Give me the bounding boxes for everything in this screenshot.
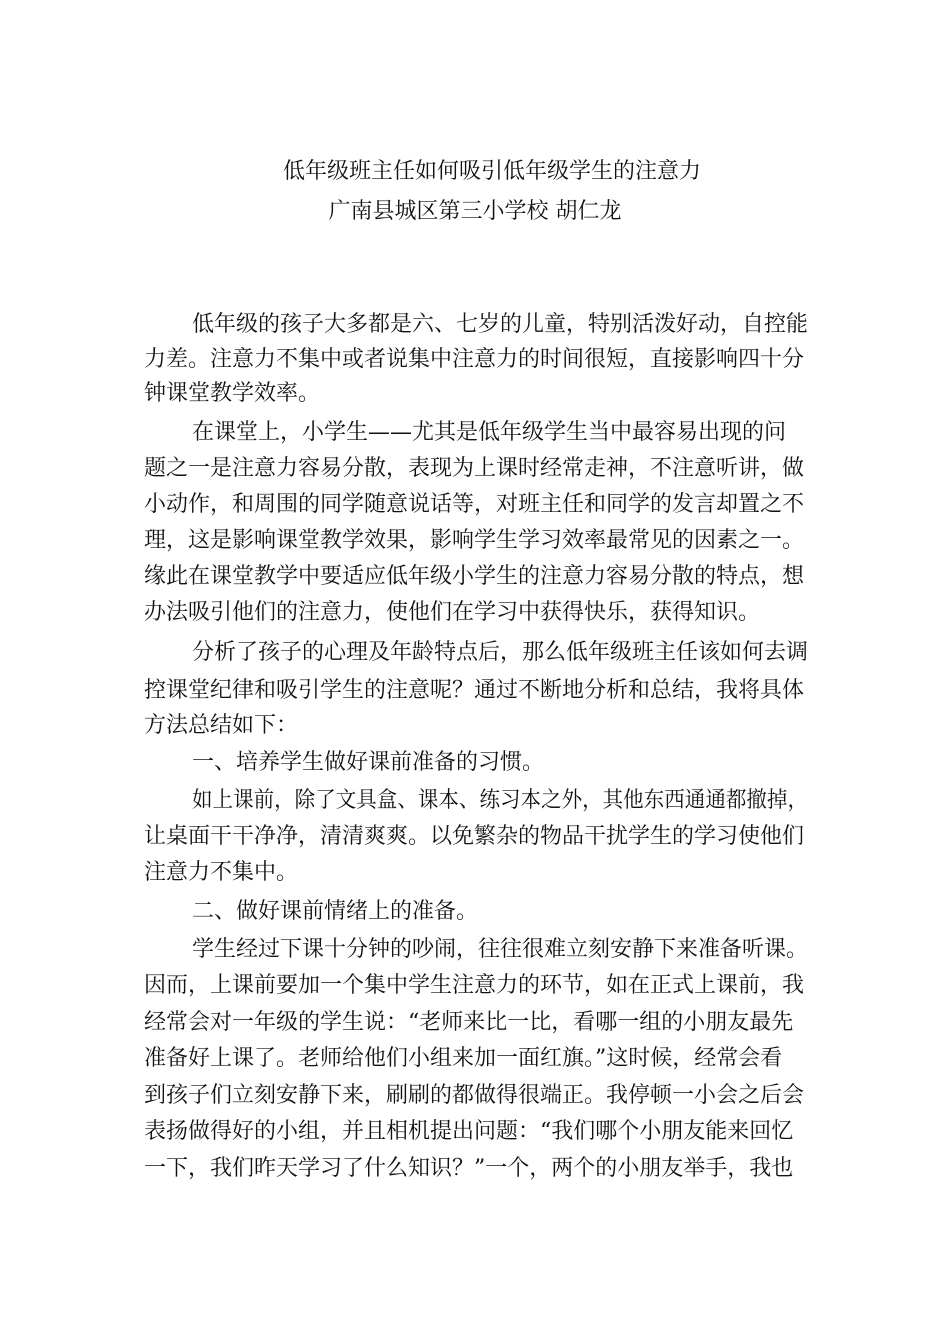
text-line: 到孩子们立刻安静下来，刷刷的都做得很端正。我停顿一小会之后会 <box>144 1083 805 1108</box>
text-line: 方法总结如下： <box>144 713 299 738</box>
text-line: 办法吸引他们的注意力，使他们在学习中获得快乐，获得知识。 <box>144 600 761 625</box>
text-line: 如上课前，除了文具盒、课本、练习本之外，其他东西通通都撤掉， <box>192 788 808 813</box>
text-line: 小动作，和周围的同学随意说话等，对班主任和同学的发言却置之不 <box>144 492 805 517</box>
text-line: 控课堂纪律和吸引学生的注意呢？通过不断地分析和总结，我将具体 <box>144 678 805 703</box>
text-line: 学生经过下课十分钟的吵闹，往往很难立刻安静下来准备听课。 <box>192 937 809 962</box>
text-line: 在课堂上，小学生——尤其是低年级学生当中最容易出现的问 <box>192 420 787 445</box>
text-line: 题之一是注意力容易分散，表现为上课时经常走神，不注意听讲，做 <box>144 456 805 481</box>
text-line: 让桌面干干净净，清清爽爽。以免繁杂的物品干扰学生的学习使他们 <box>144 824 805 849</box>
text-line: 一、培养学生做好课前准备的习惯。 <box>192 750 545 775</box>
text-line: 分析了孩子的心理及年龄特点后，那么低年级班主任该如何去调 <box>192 640 809 665</box>
text-line: 一下，我们昨天学习了什么知识？”一个，两个的小朋友举手，我也 <box>144 1156 794 1181</box>
text-line: 缘此在课堂教学中要适应低年级小学生的注意力容易分散的特点，想 <box>144 564 805 589</box>
text-line: 二、做好课前情绪上的准备。 <box>192 899 479 924</box>
text-line: 准备好上课了。老师给他们小组来加一面红旗。”这时候，经常会看 <box>144 1046 783 1071</box>
text-line: 理，这是影响课堂教学效果，影响学生学习效率最常见的因素之一。 <box>144 528 805 553</box>
text-line: 注意力不集中。 <box>144 860 299 885</box>
text-line: 经常会对一年级的学生说：“老师来比一比，看哪一组的小朋友最先 <box>144 1010 794 1035</box>
document-title: 低年级班主任如何吸引低年级学生的注意力 <box>282 159 701 184</box>
text-line: 表扬做得好的小组，并且相机提出问题：“我们哪个小朋友能来回忆 <box>144 1119 794 1144</box>
text-line: 钟课堂教学效率。 <box>144 381 321 406</box>
text-line: 力差。注意力不集中或者说集中注意力的时间很短，直接影响四十分 <box>144 347 805 372</box>
document-byline: 广南县城区第三小学校 胡仁龙 <box>328 199 622 224</box>
text-line: 低年级的孩子大多都是六、七岁的儿童，特别活泼好动，自控能 <box>192 312 809 337</box>
text-line: 因而，上课前要加一个集中学生注意力的环节，如在正式上课前，我 <box>144 973 805 998</box>
